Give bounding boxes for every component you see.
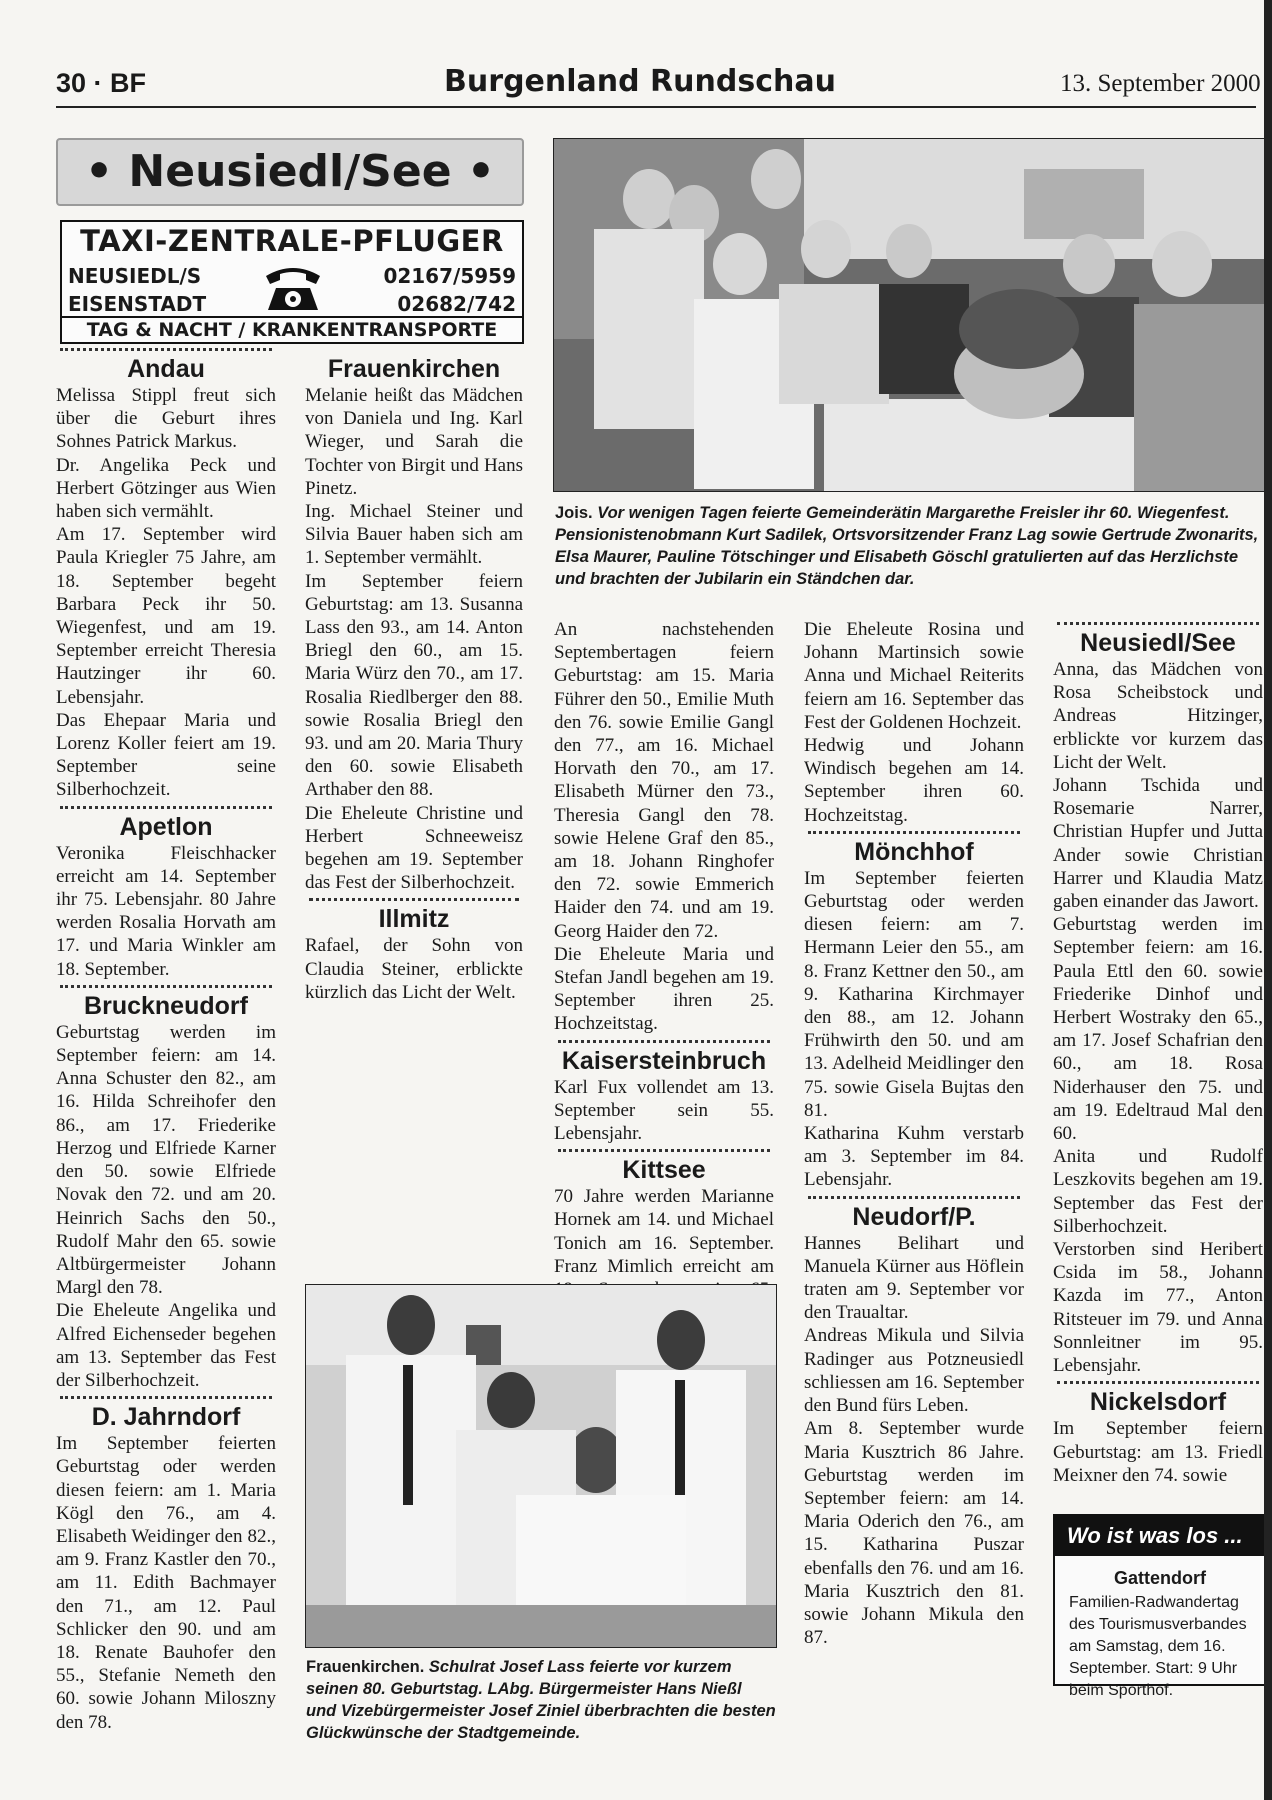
page-edge [1264, 0, 1272, 1800]
andau-text-4: Das Ehepaar Maria und Lorenz Koller feiert am 19. September seine Silberhochzeit. [56, 709, 276, 801]
frauenkirchen-text-3: Im September feiern Geburtstag: am 13. Susanna Lass den 93., am 14. Anton Briegl den 60., am 15. Maria Würz den 70., am 17. Rosalia Riedlberger den 88. sowie Rosalia Briegl den 93. und am 20. Maria Thury den 60. sowie Elisabeth Arthaber den 88. [305, 570, 523, 801]
region-title-box [56, 138, 524, 206]
heading-neusiedl: Neusiedl/See [1080, 629, 1236, 657]
nickelsdorf-text-1: Im September feiern Geburtstag: am 13. Friedl Meixner den 74. sowie [1053, 1418, 1263, 1486]
bruckneudorf-text-1: Geburtstag werden im September feiern: am 14. Anna Schuster den 82., am 16. Hilda Schreihofer den 86., am 17. Friederike Herzog und Elfriede Karner den 50. sowie Elfriede Novak den 72. und am 20. Heinrich Sachs den 50., Rudolf Mahr den 65. sowie Altbürgermeister Johann Margl den 78. [56, 1021, 276, 1299]
photo-jois-birthday [553, 138, 1265, 492]
column-1 [56, 344, 276, 1734]
photo-jois-caption [555, 502, 1261, 590]
kittsee-text-3: Hedwig und Johann Windisch begehen am 14. September ihren 60. Hochzeitstag. [804, 735, 1024, 826]
illmitz-text-3: Die Eheleute Maria und Stefan Jandl begehen am 19. September ihren 25. Hochzeitstag. [554, 943, 774, 1035]
column-3 [554, 618, 774, 1277]
column-4 [804, 618, 1024, 1780]
divider [808, 1196, 1020, 1199]
bruckneudorf-text-2: Die Eheleute Angelika und Alfred Eichenseder begehen am 13. September das Fest der Silberhochzeit. [56, 1300, 276, 1391]
neudorf-text-3: Am 8. September wurde Maria Kusztrich 86 Jahre. Geburtstag werden im September feiern: am 14. Maria Oderich den 76., am 15. Katharina Puszar ebenfalls den 76. und am 16. Maria Kusztrich den 81. sowie Johann Mikula den 87. [804, 1418, 1024, 1649]
illmitz-text-1: Rafael, der Sohn von Claudia Steiner, erblickte kürzlich das Licht der Welt. [305, 935, 523, 1003]
heading-bruckneudorf: Bruckneudorf [84, 991, 248, 1020]
divider [558, 1149, 770, 1152]
andau-text-3: Am 17. September wird Paula Kriegler 75 Jahre, am 18. September begeht Barbara Peck ihr 50. Wiegenfest, und am 19. September erreicht Theresia Hautzinger ihr 60. Lebensjahr. [56, 524, 276, 708]
neudorf-text-1: Hannes Belihart und Manuela Kürner aus Höflein traten am 9. September vor den Traualtar. [804, 1232, 1024, 1324]
divider [60, 985, 272, 988]
divider [558, 1040, 770, 1043]
caption-text: Vor wenigen Tagen feierte Gemeinderätin Margarethe Freisler ihr 60. Wiegenfest. Pensionistenobmann Kurt Sadilek, Ortsvorsitzender Franz Lag sowie Gertrude Zwonarits, Elsa Maurer, Pauline Tötschinger und Elisabeth Göschl gratulierten auf das Herzlichste und brachten der Jubilarin ein Ständchen dar. [555, 504, 1259, 588]
ad-services-line: TAG & NACHT / KRANKENTRANSPORTE [62, 316, 522, 342]
page-number: 30 · BF [56, 68, 147, 98]
moenchhof-text-2: Katharina Kuhm verstarb am 3. September im 84. Lebensjahr. [804, 1123, 1024, 1191]
frauenkirchen-text-1: Melanie heißt das Mädchen von Daniela und Ing. Karl Wieger, und Sarah die Tochter von Birgit und Hans Pinetz. [305, 385, 523, 499]
divider [808, 831, 1020, 834]
heading-frauenkirchen: Frauenkirchen [327, 355, 501, 383]
ad-phone-eisenstadt: 02682/742 [397, 292, 516, 316]
heading-moenchhof: Mönchhof [854, 837, 974, 866]
photo-frauenkirchen-caption [306, 1656, 776, 1744]
djahrndorf-text-1: Im September feierten Geburtstag oder werden diesen feiern: am 1. Maria Kögl den 76., am 4. Elisabeth Weidinger den 82., am 9. Franz Kastler den 70., am 11. Edith Bachmayer den 71., am 12. Paul Schlicker den 90. und am 18. Renate Bauhofer den 55., Stefanie Nemeth den 60. sowie Johann Miloszny den 78. [56, 1433, 276, 1733]
frauenkirchen-text-4: Die Eheleute Christine und Herbert Schneeweisz begehen am 19. September das Fest der Silberhochzeit. [305, 802, 523, 894]
frauenkirchen-text-2: Ing. Michael Steiner und Silvia Bauer haben sich am 1. September vermählt. [305, 501, 523, 569]
column-5 [1053, 618, 1263, 1500]
region-title: • Neusiedl/See • [84, 146, 495, 197]
header-rule [56, 106, 1256, 108]
telephone-icon [262, 262, 324, 312]
taxi-advertisement [60, 220, 524, 344]
heading-illmitz: Illmitz [378, 905, 450, 934]
newspaper-name: Burgenland Rundschau [444, 64, 836, 99]
column-2 [305, 354, 523, 1264]
ad-phone-neusiedl: 02167/5959 [383, 264, 516, 288]
andau-text-1: Melissa Stippl freut sich über die Geburt ihres Sohnes Patrick Markus. [56, 385, 276, 453]
ad-line-eisenstadt: EISENSTADT [68, 292, 207, 316]
heading-djahrndorf: D. Jahrndorf [91, 1403, 241, 1432]
divider [1057, 622, 1259, 625]
neusiedl-text-1: Anna, das Mädchen von Rosa Scheibstock und Andreas Hitzinger, erblickte vor kurzem das Licht der Welt. [1053, 659, 1263, 773]
event-heading-gattendorf: Gattendorf [1114, 1568, 1206, 1588]
event-box [1053, 1514, 1267, 1699]
heading-apetlon: Apetlon [119, 812, 213, 841]
heading-kittsee: Kittsee [622, 1156, 706, 1185]
illmitz-text-2: An nachstehenden Septembertagen feiern Geburtstag: am 15. Maria Führer den 50., Emilie Muth den 76. sowie Emilie Gangl den 77., am 16. Michael Horvath den 70., am 17. Elisabeth Mürner den 73., Theresia Gangl den 78. sowie Helene Graf den 85., am 18. Johann Ringhofer den 72. sowie Emmerich Haider den 74. und am 19. Georg Haider den 72. [554, 619, 774, 942]
divider [60, 806, 272, 809]
moenchhof-text-1: Im September feierten Geburtstag oder werden diesen feiern: am 7. Hermann Leier den 55., am 8. Franz Kettner den 50., am 9. Katharina Kirchmayer den 88., am 12. Johann Frühwirth den 50. und am 13. Adelheid Meidlinger den 75. sowie Gisela Bujtas den 81. [804, 867, 1024, 1121]
kittsee-text-1: 70 Jahre werden Marianne Hornek am 14. und Michael Tonich am 16. September. Franz Mimlich erreicht am [554, 1186, 774, 1277]
divider [1057, 1381, 1259, 1384]
event-box-title: Wo ist was los ... [1055, 1516, 1265, 1556]
event-text: Familien-Radwandertag des Tourismusverbandes am Samstag, dem 16. September. Start: 9 Uhr beim Sporthof. [1069, 1594, 1247, 1699]
photo-frauenkirchen-birthday [305, 1284, 777, 1648]
caption-lead: Frauenkirchen. [306, 1658, 425, 1676]
kaisersteinbruch-text-1: Karl Fux vollendet am 13. September sein 55. Lebensjahr. [554, 1076, 774, 1145]
neusiedl-text-5: Verstorben sind Heribert Csida im 58., Johann Kazda im 77., Anton Ritsteuer im 79. und Anna Sonnleitner im 95. Lebensjahr. [1053, 1239, 1263, 1377]
heading-andau: Andau [127, 355, 205, 383]
divider [60, 1396, 272, 1399]
issue-date: 13. September 2000 [1060, 70, 1261, 97]
caption-lead: Jois. [555, 504, 593, 522]
divider [309, 898, 519, 901]
andau-text-2: Dr. Angelika Peck und Herbert Götzinger aus Wien haben sich vermählt. [56, 454, 276, 523]
neusiedl-text-2: Johann Tschida und Rosemarie Narrer, Christian Hupfer und Jutta Ander sowie Christian Harrer und Klaudia Matz gaben einander das Jawort. [1053, 775, 1263, 913]
apetlon-text-1: Veronika Fleischhacker erreicht am 14. September ihr 75. Lebensjahr. 80 Jahre werden Rosalia Horvath am 17. und Maria Winkler am 18. September. [56, 842, 276, 980]
kittsee-text-2: Die Eheleute Rosina und Johann Martinsich sowie Anna und Michael Reiterits feiern am 16. September das Fest der Goldenen Hochzeit. [804, 619, 1024, 733]
caption-text: Schulrat Josef Lass feierte vor kurzem seinen 80. Geburtstag. LAbg. Bürgermeister Hans Nießl und Vizebürgermeister Josef Ziniel überbrachten die besten Glückwünsche der Stadtgemeinde. [306, 1658, 776, 1742]
divider [60, 348, 272, 351]
heading-nickelsdorf: Nickelsdorf [1089, 1388, 1227, 1417]
heading-kaisersteinbruch: Kaisersteinbruch [561, 1046, 767, 1075]
ad-line-neusiedl: NEUSIEDL/S [68, 264, 202, 288]
neusiedl-text-4: Anita und Rudolf Leszkovits begehen am 19. September das Fest der Silberhochzeit. [1053, 1146, 1263, 1237]
ad-title: TAXI-ZENTRALE-PFLUGER [80, 224, 504, 258]
neudorf-text-2: Andreas Mikula und Silvia Radinger aus Potzneusiedl schliessen am 16. September den Bund fürs Leben. [804, 1325, 1024, 1417]
neusiedl-text-3: Geburtstag werden im September feiern: am 16. Paula Ettl den 60. sowie Friederike Dinhof und Herbert Wostraky den 65., am 17. Josef Schafrian den 60., am 18. Rosa Niderhauser den 75. und am 19. Edeltraud Mal den 60. [1053, 914, 1263, 1145]
heading-neudorf: Neudorf/P. [852, 1202, 976, 1231]
